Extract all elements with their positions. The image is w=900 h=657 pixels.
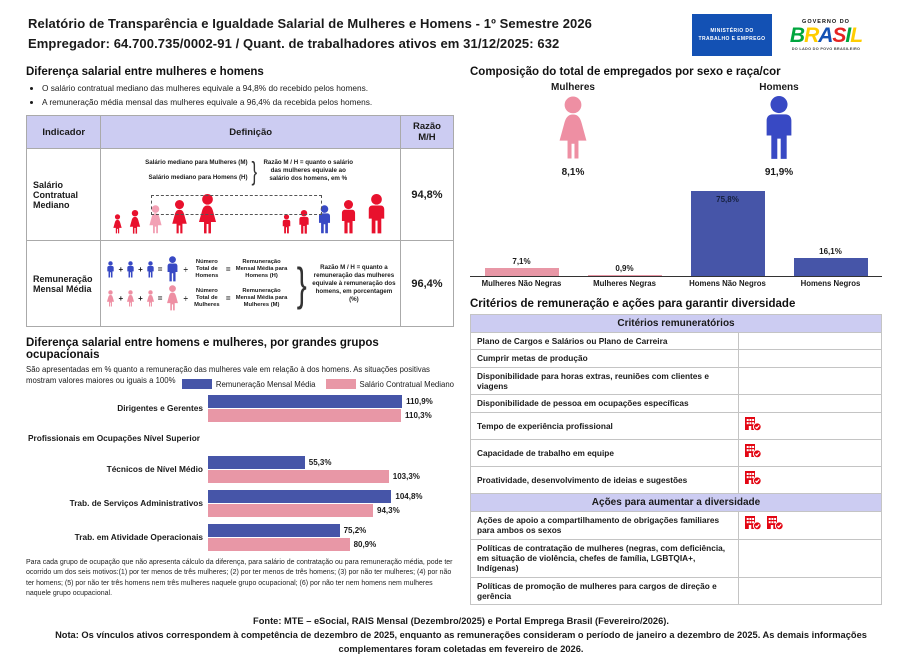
man-figure-icon [337, 200, 360, 234]
indicator-label: Remuneração Mensal Média [27, 241, 101, 327]
report-title: Relatório de Transparência e Igualdade Salarial de Mulheres e Homens - 1º Semestre 2026 [28, 16, 593, 31]
men-formula-row: + + = ÷ Número Total de Homens = Remuneração Mensal Média para Homens (H) [105, 256, 290, 282]
chart-column [676, 191, 779, 276]
woman-large-figure-icon [164, 285, 181, 311]
row-remuneracao-mensal-media [27, 241, 454, 327]
men-composition: Homens 91,9% [719, 82, 839, 178]
criteria-section-title: Critérios de remuneração e ações para garantir diversidade [470, 298, 796, 310]
brasil-wordmark: BRASIL [789, 24, 863, 47]
criteria-subheader: Critérios remuneratórios [471, 315, 882, 333]
company-check-icon [745, 515, 762, 535]
employer-line: Empregador: 64.700.735/0002-91 / Quant. de trabalhadores ativos em 31/12/2025: 632 [28, 36, 560, 52]
criteria-marks [739, 350, 882, 367]
occupational-bar-chart [26, 394, 454, 552]
company-check-icon [767, 515, 784, 535]
man-figure-icon [125, 261, 136, 278]
company-check-icon [745, 470, 762, 490]
median-women-label: Salário mediano para Mulheres (M) [145, 159, 248, 166]
header-titles [28, 14, 592, 54]
bar-blue [208, 395, 402, 408]
median-men-label: Salário mediano para Homens (H) [148, 173, 248, 181]
mean-ratio-explain: Razão M / H = quanto a remuneração das mulheres equivale à remuneração dos homens, em porcentagem (%) [312, 263, 396, 303]
man-figure-icon [280, 214, 293, 234]
report-header [26, 10, 882, 58]
criteria-marks [739, 412, 882, 439]
woman-figure-icon [145, 290, 156, 307]
woman-figure-icon [105, 290, 116, 307]
women-share-value: 8,1% [561, 167, 585, 178]
ministry-logo: MINISTÉRIO DO TRABALHO E EMPREGO [692, 14, 772, 56]
bar-mulheres-negras [588, 275, 662, 276]
bar-pink [208, 409, 401, 422]
people-size-comparison [105, 190, 395, 234]
criteria-row: Cumprir metas de produção [471, 350, 882, 367]
criteria-row: Capacidade de trabalho em equipe [471, 439, 882, 466]
diversity-subheader: Ações para aumentar a diversidade [471, 493, 882, 511]
mean-remuneration-diagram [101, 241, 400, 327]
occupational-group-row: Dirigentes e Gerentes 110,9% 110,3% [117, 397, 433, 421]
criteria-row: Disponibilidade para horas extras, reuniões com clientes e viagens [471, 367, 882, 395]
men-mean-result-label: Remuneração Mensal Média para Homens (H) [235, 258, 288, 279]
criteria-marks [739, 466, 882, 493]
col-razao: Razão M/H [400, 116, 453, 149]
chart-column: 0,9% [573, 264, 676, 276]
pay-gap-table [26, 115, 454, 327]
row-salario-contratual-mediano [27, 149, 454, 241]
median-ratio-value: 94,8% [400, 149, 453, 241]
chart-column: 7,1% [470, 257, 573, 276]
median-ratio-explain: Razão M / H = quanto o salário das mulheres equivale ao salário dos homens, em % [263, 159, 354, 182]
criteria-marks [739, 539, 882, 577]
mean-ratio-value: 96,4% [400, 241, 453, 327]
occupational-group-row: Técnicos de Nível Médio 55,3% 103,3% [106, 457, 420, 481]
criteria-marks [739, 439, 882, 466]
occupational-subtitle: São apresentadas em % quanto a remuneração das mulheres vale em relação à dos homens. As situações positivas mostram valores maiores ou iguais a 100% [26, 365, 430, 385]
criteria-row: Tempo de experiência profissional [471, 412, 882, 439]
indicator-label: Salário Contratual Mediano [27, 149, 101, 241]
report-footer [26, 615, 896, 657]
men-share-value: 91,9% [764, 167, 794, 178]
occupational-group-row: Profissionais em Ocupações Nível Superior [28, 433, 200, 444]
man-figure-icon [145, 261, 156, 278]
criteria-marks [739, 395, 882, 412]
man-figure-icon [105, 261, 116, 278]
occupational-footnote: Para cada grupo de ocupação que não apresenta cálculo da diferença, para salário de contratação ou para remuneração média, pode ter ocorrido um dos seis motivos:(1) por ter menos de três mulheres; (2) por ter menos de três homens; (3) por não ter mulheres; (4) por não ter homens; (5) por não ter três homens nem três mulheres naquele grupo ocupacional; (6) por não ter nem homens nem mulheres naquele grupo ocupacional. [26, 558, 453, 598]
median-dashed-connector [151, 195, 321, 215]
pay-gap-table-header-row [27, 116, 454, 149]
gov-logo-top-label: GOVERNO DO [802, 19, 850, 25]
brace-glyph: } [251, 155, 257, 186]
bar-pink [208, 538, 350, 551]
woman-figure-icon [111, 214, 124, 234]
pay-gap-bullets [42, 82, 454, 109]
women-composition: Mulheres 8,1% [513, 82, 633, 178]
col-definicao: Definição [101, 116, 400, 149]
woman-figure-icon [125, 290, 136, 307]
criteria-table [470, 314, 882, 605]
fonte-line: Fonte: MTE – eSocial, RAIS Mensal (Dezembro/2025) e Portal Emprega Brasil (Fevereiro/2026). [253, 616, 669, 627]
criteria-marks [739, 511, 882, 539]
header-logos [692, 14, 872, 56]
nota-line: Nota: Os vínculos ativos correspondem à competência de dezembro de 2025, enquanto as remunerações consideram o período de janeiro a dezembro de 2025. As demais informações complementares foram coletadas em fevereiro de 2026. [55, 630, 867, 655]
criteria-row: Ações de apoio a compartilhamento de obrigações familiares para ambos os sexos [471, 511, 882, 539]
criteria-marks [739, 367, 882, 395]
chart-category-labels: Mulheres Não Negras Mulheres Negras Homens Não Negros Homens Negros [481, 279, 861, 288]
criteria-row: Políticas de contratação de mulheres (negras, com deficiência, em situação de violência, chefes de família, LGBTQIA+, Indígenas) [471, 539, 882, 577]
bar-pink [208, 504, 373, 517]
women-mean-result-label: Remuneração Mensal Média para Mulheres (M) [235, 287, 288, 308]
man-large-icon [757, 96, 801, 160]
criteria-marks [739, 333, 882, 350]
pay-gap-section-title: Diferença salarial entre mulheres e homens [26, 66, 264, 78]
bullet-mean-remuneration: • A remuneração média mensal das mulheres equivale a 96,4% da recebida pelos homens. [42, 96, 454, 110]
race-sex-bar-chart [470, 180, 882, 277]
median-salary-diagram [101, 149, 400, 241]
men-total-label: Número Total de Homens [195, 258, 219, 279]
bar-blue [208, 456, 305, 469]
chart-column: 16,1% [779, 247, 882, 276]
criteria-row: Políticas de promoção de mulheres para cargos de direção e gerência [471, 577, 882, 605]
women-formula-row: + + = ÷ Número Total de Mulheres = Remuneração Mensal Média para Mulheres (M) [105, 285, 290, 311]
man-figure-icon [363, 194, 390, 234]
company-check-icon [745, 416, 762, 436]
criteria-row: Disponibilidade de pessoa em ocupações específicas [471, 395, 882, 412]
women-total-label: Número Total de Mulheres [194, 287, 220, 308]
criteria-row: Proatividade, desenvolvimento de ideias e sugestões [471, 466, 882, 493]
composition-icons [470, 82, 882, 178]
criteria-row: Plano de Cargos e Salários ou Plano de Carreira [471, 333, 882, 350]
criteria-marks [739, 577, 882, 605]
col-indicador: Indicador [27, 116, 101, 149]
legend-item-blue: Remuneração Mensal Média [182, 379, 316, 389]
legend-item-pink: Salário Contratual Mediano [326, 379, 454, 389]
bar-homens-nao-negros: 75,8% [691, 191, 765, 276]
occupational-group-row: Trab. em Atividade Operacionais 75,2% 80,9% [74, 525, 377, 549]
bar-homens-negros [794, 258, 868, 276]
bar-blue [208, 490, 391, 503]
occupational-section-title: Diferença salarial entre homens e mulheres, por grandes grupos ocupacionais [26, 337, 379, 362]
bar-pink [208, 470, 389, 483]
legend-swatch-blue [182, 379, 212, 389]
woman-figure-icon [127, 210, 143, 234]
gov-logo-tagline: DO LADO DO POVO BRASILEIRO [791, 47, 861, 51]
bullet-median-salary: • O salário contratual mediano das mulheres equivale a 94,8% do recebido pelos homens. [42, 82, 454, 96]
legend-swatch-pink [326, 379, 356, 389]
governo-brasil-logo [780, 19, 872, 51]
woman-large-icon [552, 96, 594, 160]
occupational-group-row: Trab. de Serviços Administrativos 104,8% 94,3% [69, 491, 423, 515]
composition-section-title: Composição do total de empregados por sexo e raça/cor [470, 66, 781, 78]
man-large-figure-icon [164, 256, 181, 282]
brace-glyph: } [296, 257, 307, 310]
bar-mulheres-nao-negras [485, 268, 559, 276]
bar-blue [208, 524, 340, 537]
company-check-icon [745, 443, 762, 463]
